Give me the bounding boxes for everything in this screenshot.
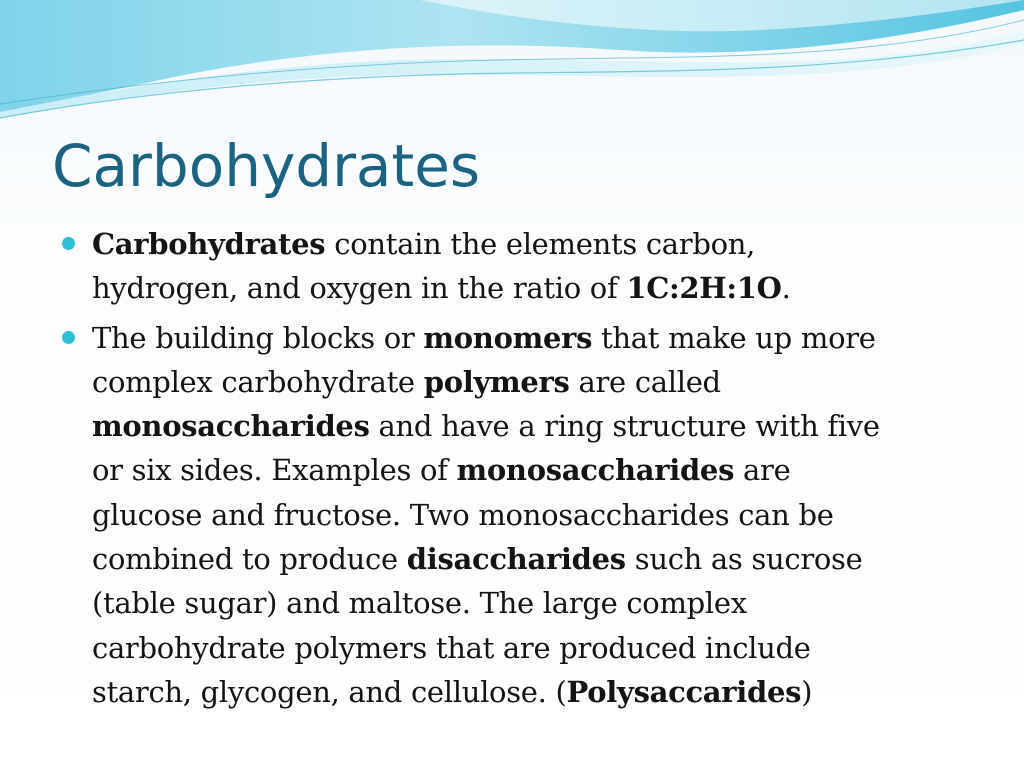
bullet-line [92,360,982,404]
text-run: carbohydrate polymers that are produced include [92,630,811,665]
bold-term: Polysaccarides [566,674,802,709]
bullet-line [92,222,982,266]
text-run: or six sides. Examples of [92,453,457,488]
text-run: The building blocks or [92,320,424,355]
text-run: glucose and fructose. Two monosaccharides can be [92,497,834,532]
bullet-line [92,448,982,492]
bullet-item [62,222,982,311]
bullet-line [92,581,982,625]
text-run: complex carbohydrate [92,364,424,399]
text-run: combined to produce [92,542,407,577]
bullet-line [92,626,982,670]
text-run: starch, glycogen, and cellulose. ( [92,674,567,709]
decorative-wave-header [0,0,1024,130]
bullet-line [92,493,982,537]
bold-term: monosaccharides [456,453,735,488]
bullet-dot-icon [62,237,75,250]
text-run: such as sucrose [625,542,863,577]
bold-term: polymers [423,364,570,399]
bold-term: monomers [423,320,593,355]
text-run: . [781,271,791,306]
bullet-line [92,316,982,360]
text-run: are [734,453,791,488]
bullet-line [92,266,982,310]
text-run: that make up more [592,320,876,355]
bullet-item [62,316,982,715]
text-run: contain the elements carbon, [325,227,756,261]
bullet-list [62,222,982,719]
text-run: (table sugar) and maltose. The large complex [92,586,747,621]
text-run: and have a ring structure with five [369,409,880,444]
bold-term: disaccharides [406,542,626,577]
text-run: hydrogen, and oxygen in the ratio of [92,271,627,306]
bold-term: monosaccharides [92,409,370,444]
text-run: are called [569,364,721,399]
bullet-line [92,537,982,581]
bullet-line [92,670,982,714]
bold-term: 1C:2H:1O [626,271,782,306]
bullet-line [92,404,982,448]
bullet-dot-icon [62,331,75,344]
bold-term: Carbohydrates [92,227,326,261]
slide-title: Carbohydrates [52,132,481,200]
text-run: ) [801,674,813,709]
